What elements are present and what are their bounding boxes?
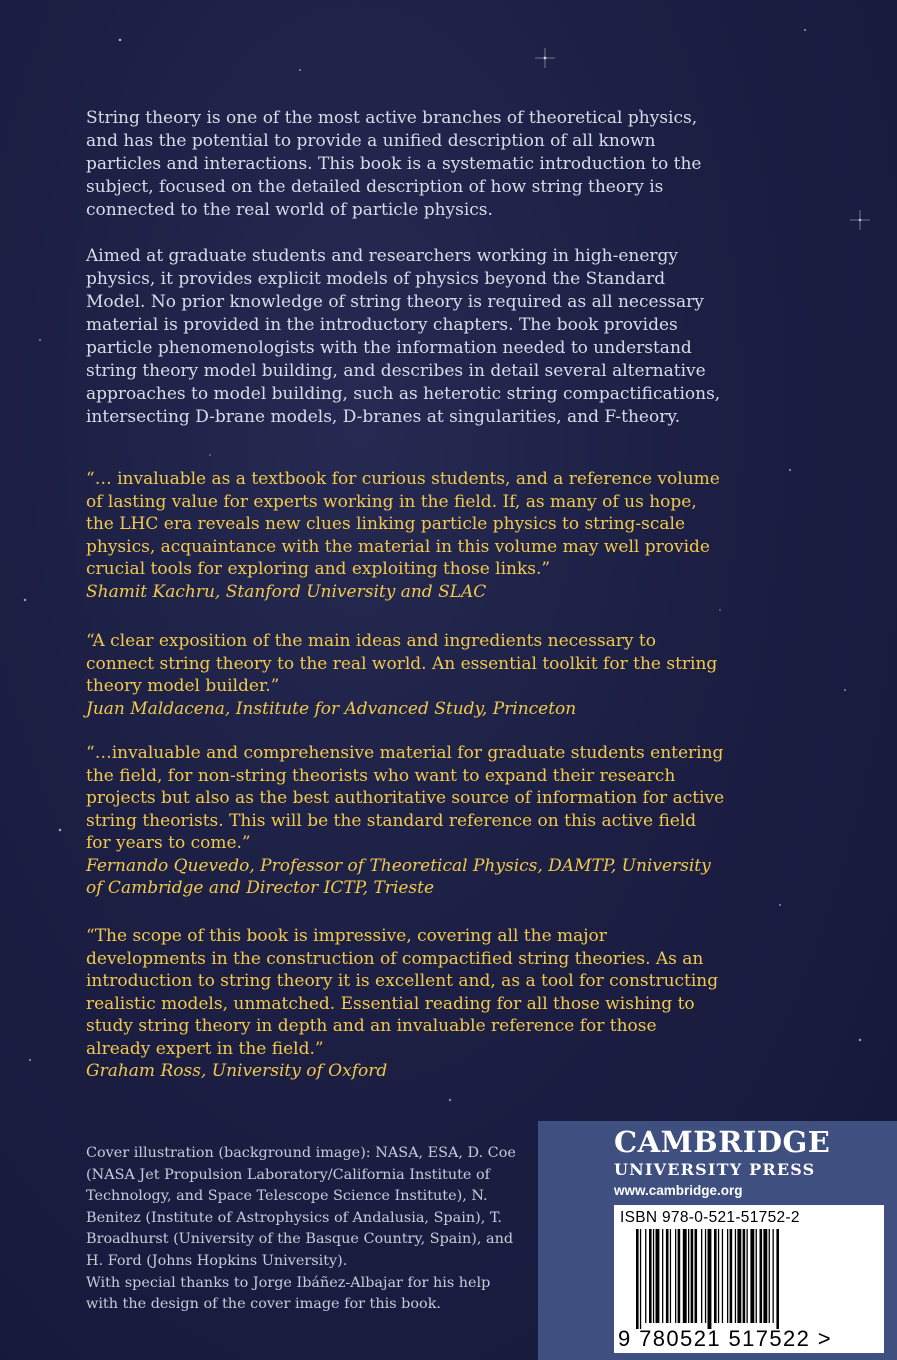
quote-ross [86,925,726,1083]
barcode-box [614,1205,884,1353]
design-thanks: With special thanks to Jorge Ibáñez-Albajar for his help with the design of the cover image for this book. [86,1274,491,1313]
quote-attribution: Juan Maldacena, Institute for Advanced Study, Princeton [86,698,577,719]
quote-maldacena [86,630,726,720]
quote-attribution: Graham Ross, University of Oxford [86,1061,388,1081]
quote-text: “… invaluable as a textbook for curious students, and a reference volume of lasting value for experts working in the field. If, as many of us hope, the LHC era reveals new clues linking particle physics to string-scale physics, acquaintance with the material in this volume may well provide crucial tools for exploring and exploiting those links.” [86,469,720,579]
publisher-subtitle: UNIVERSITY PRESS [614,1160,816,1179]
quote-quevedo [86,742,726,900]
cover-credits [86,1143,526,1316]
quote-text: “…invaluable and comprehensive material for graduate students entering the field, for non-string theorists who want to expand their research projects but also as the best authoritative source of information for active string theorists. This will be the standard reference on this active field for years to come.” [86,743,725,853]
barcode-image [614,1229,884,1329]
isbn-label: ISBN 978-0-521-51752-2 [620,1209,800,1226]
publisher-url: www.cambridge.org [614,1183,743,1198]
quote-attribution: Fernando Quevedo, Professor of Theoretical Physics, DAMTP, University of Cambridge and Director ICTP, Trieste [86,855,711,898]
blurb-paragraph-2: Aimed at graduate students and researchers working in high-energy physics, it provides explicit models of physics beyond the Standard Model. No prior knowledge of string theory is required as all necessary material is provided in the introductory chapters. The book provides particle phenomenologists with the information needed to understand string theory model building, and describes in detail several alternative approaches to model building, such as heterotic string compactifications, intersecting D-brane models, D-branes at singularities, and F-theory. [86,246,721,427]
illustration-credit: Cover illustration (background image): NASA, ESA, D. Coe (NASA Jet Propulsion Laboratory/California Institute of Technology, and Space Telescope Science Institute), N. Benitez (Institute of Astrophysics of Andalusia, Spain), T. Broadhurst (University of the Basque Country, Spain), and H. Ford (Johns Hopkins University). [86,1145,516,1269]
blurb-paragraph-1: String theory is one of the most active branches of theoretical physics, and has the potential to provide a unified description of all known particles and interactions. This book is a systematic introduction to the subject, focused on the detailed description of how string theory is connected to the real world of particle physics. [86,108,702,220]
quote-text: “A clear exposition of the main ideas and ingredients necessary to connect string theory to the real world. An essential toolkit for the string theory model builder.” [86,631,718,696]
publisher-panel [538,1121,897,1360]
quote-text: “The scope of this book is impressive, covering all the major developments in the construction of compactified string theories. As an introduction to string theory it is excellent and, as a tool for constructing realistic models, unmatched. Essential reading for all those wishing to study string theory in depth and an invaluable reference for those already expert in the field.” [86,926,719,1059]
quote-attribution: Shamit Kachru, Stanford University and SLAC [86,581,487,602]
barcode-digits: 9 780521 517522 > [618,1326,833,1351]
quote-kachru [86,468,726,603]
publisher-name: CAMBRIDGE [614,1125,831,1159]
